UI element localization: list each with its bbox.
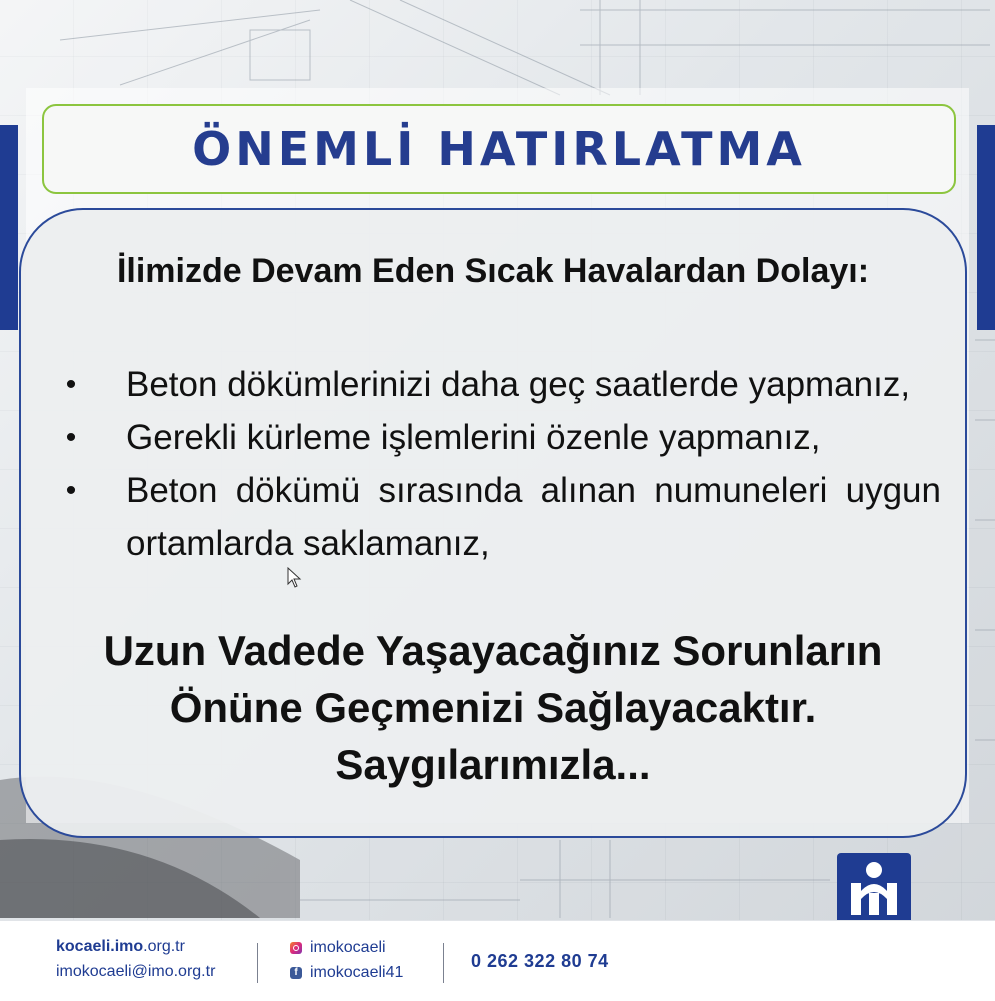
bullet-dot-icon: • xyxy=(65,474,77,507)
list-item-text: Beton dökümü sırasında alınan numuneleri uygun ortamlarda saklamanız, xyxy=(126,471,941,563)
list-item-text: Gerekli kürleme işlemlerini özenle yapmanız, xyxy=(126,418,821,457)
facebook-icon: f xyxy=(290,967,302,979)
phone-number[interactable]: 0 262 322 80 74 xyxy=(471,951,609,971)
website-tld: .org.tr xyxy=(143,938,185,955)
facebook-link[interactable] xyxy=(290,964,403,982)
list-item xyxy=(56,464,941,570)
list-item xyxy=(56,358,941,411)
accent-bar-left xyxy=(0,125,18,330)
imo-logo-icon xyxy=(837,853,911,927)
notice-card xyxy=(19,208,967,838)
bullet-dot-icon: • xyxy=(65,421,77,454)
notice-heading: İlimizde Devam Eden Sıcak Havalardan Dolayı: xyxy=(116,252,870,290)
accent-bar-right xyxy=(977,125,995,330)
contact-footer xyxy=(0,920,995,1001)
email-link[interactable]: imokocaeli@imo.org.tr xyxy=(56,963,216,980)
website-domain: kocaeli.imo xyxy=(56,938,144,955)
facebook-handle: imokocaeli41 xyxy=(310,964,404,981)
page-title: ÖNEMLİ HATIRLATMA xyxy=(192,122,806,176)
website-link[interactable] xyxy=(56,938,185,956)
instagram-icon xyxy=(290,942,302,954)
closing-line-1: Uzun Vadede Yaşayacağınız Sorunların xyxy=(103,627,883,674)
closing-line-3: Saygılarımızla... xyxy=(335,741,651,788)
bullet-dot-icon: • xyxy=(65,368,77,401)
mouse-cursor-icon xyxy=(287,567,303,589)
divider xyxy=(443,943,444,983)
instagram-handle: imokocaeli xyxy=(310,939,386,956)
title-banner xyxy=(42,104,956,194)
closing-message xyxy=(21,622,965,793)
divider xyxy=(257,943,258,983)
closing-line-2: Önüne Geçmenizi Sağlayacaktır. xyxy=(169,684,817,731)
bullet-list xyxy=(56,358,941,570)
instagram-link[interactable] xyxy=(290,939,386,957)
list-item-text: Beton dökümlerinizi daha geç saatlerde yapmanız, xyxy=(126,365,911,404)
list-item xyxy=(56,411,941,464)
